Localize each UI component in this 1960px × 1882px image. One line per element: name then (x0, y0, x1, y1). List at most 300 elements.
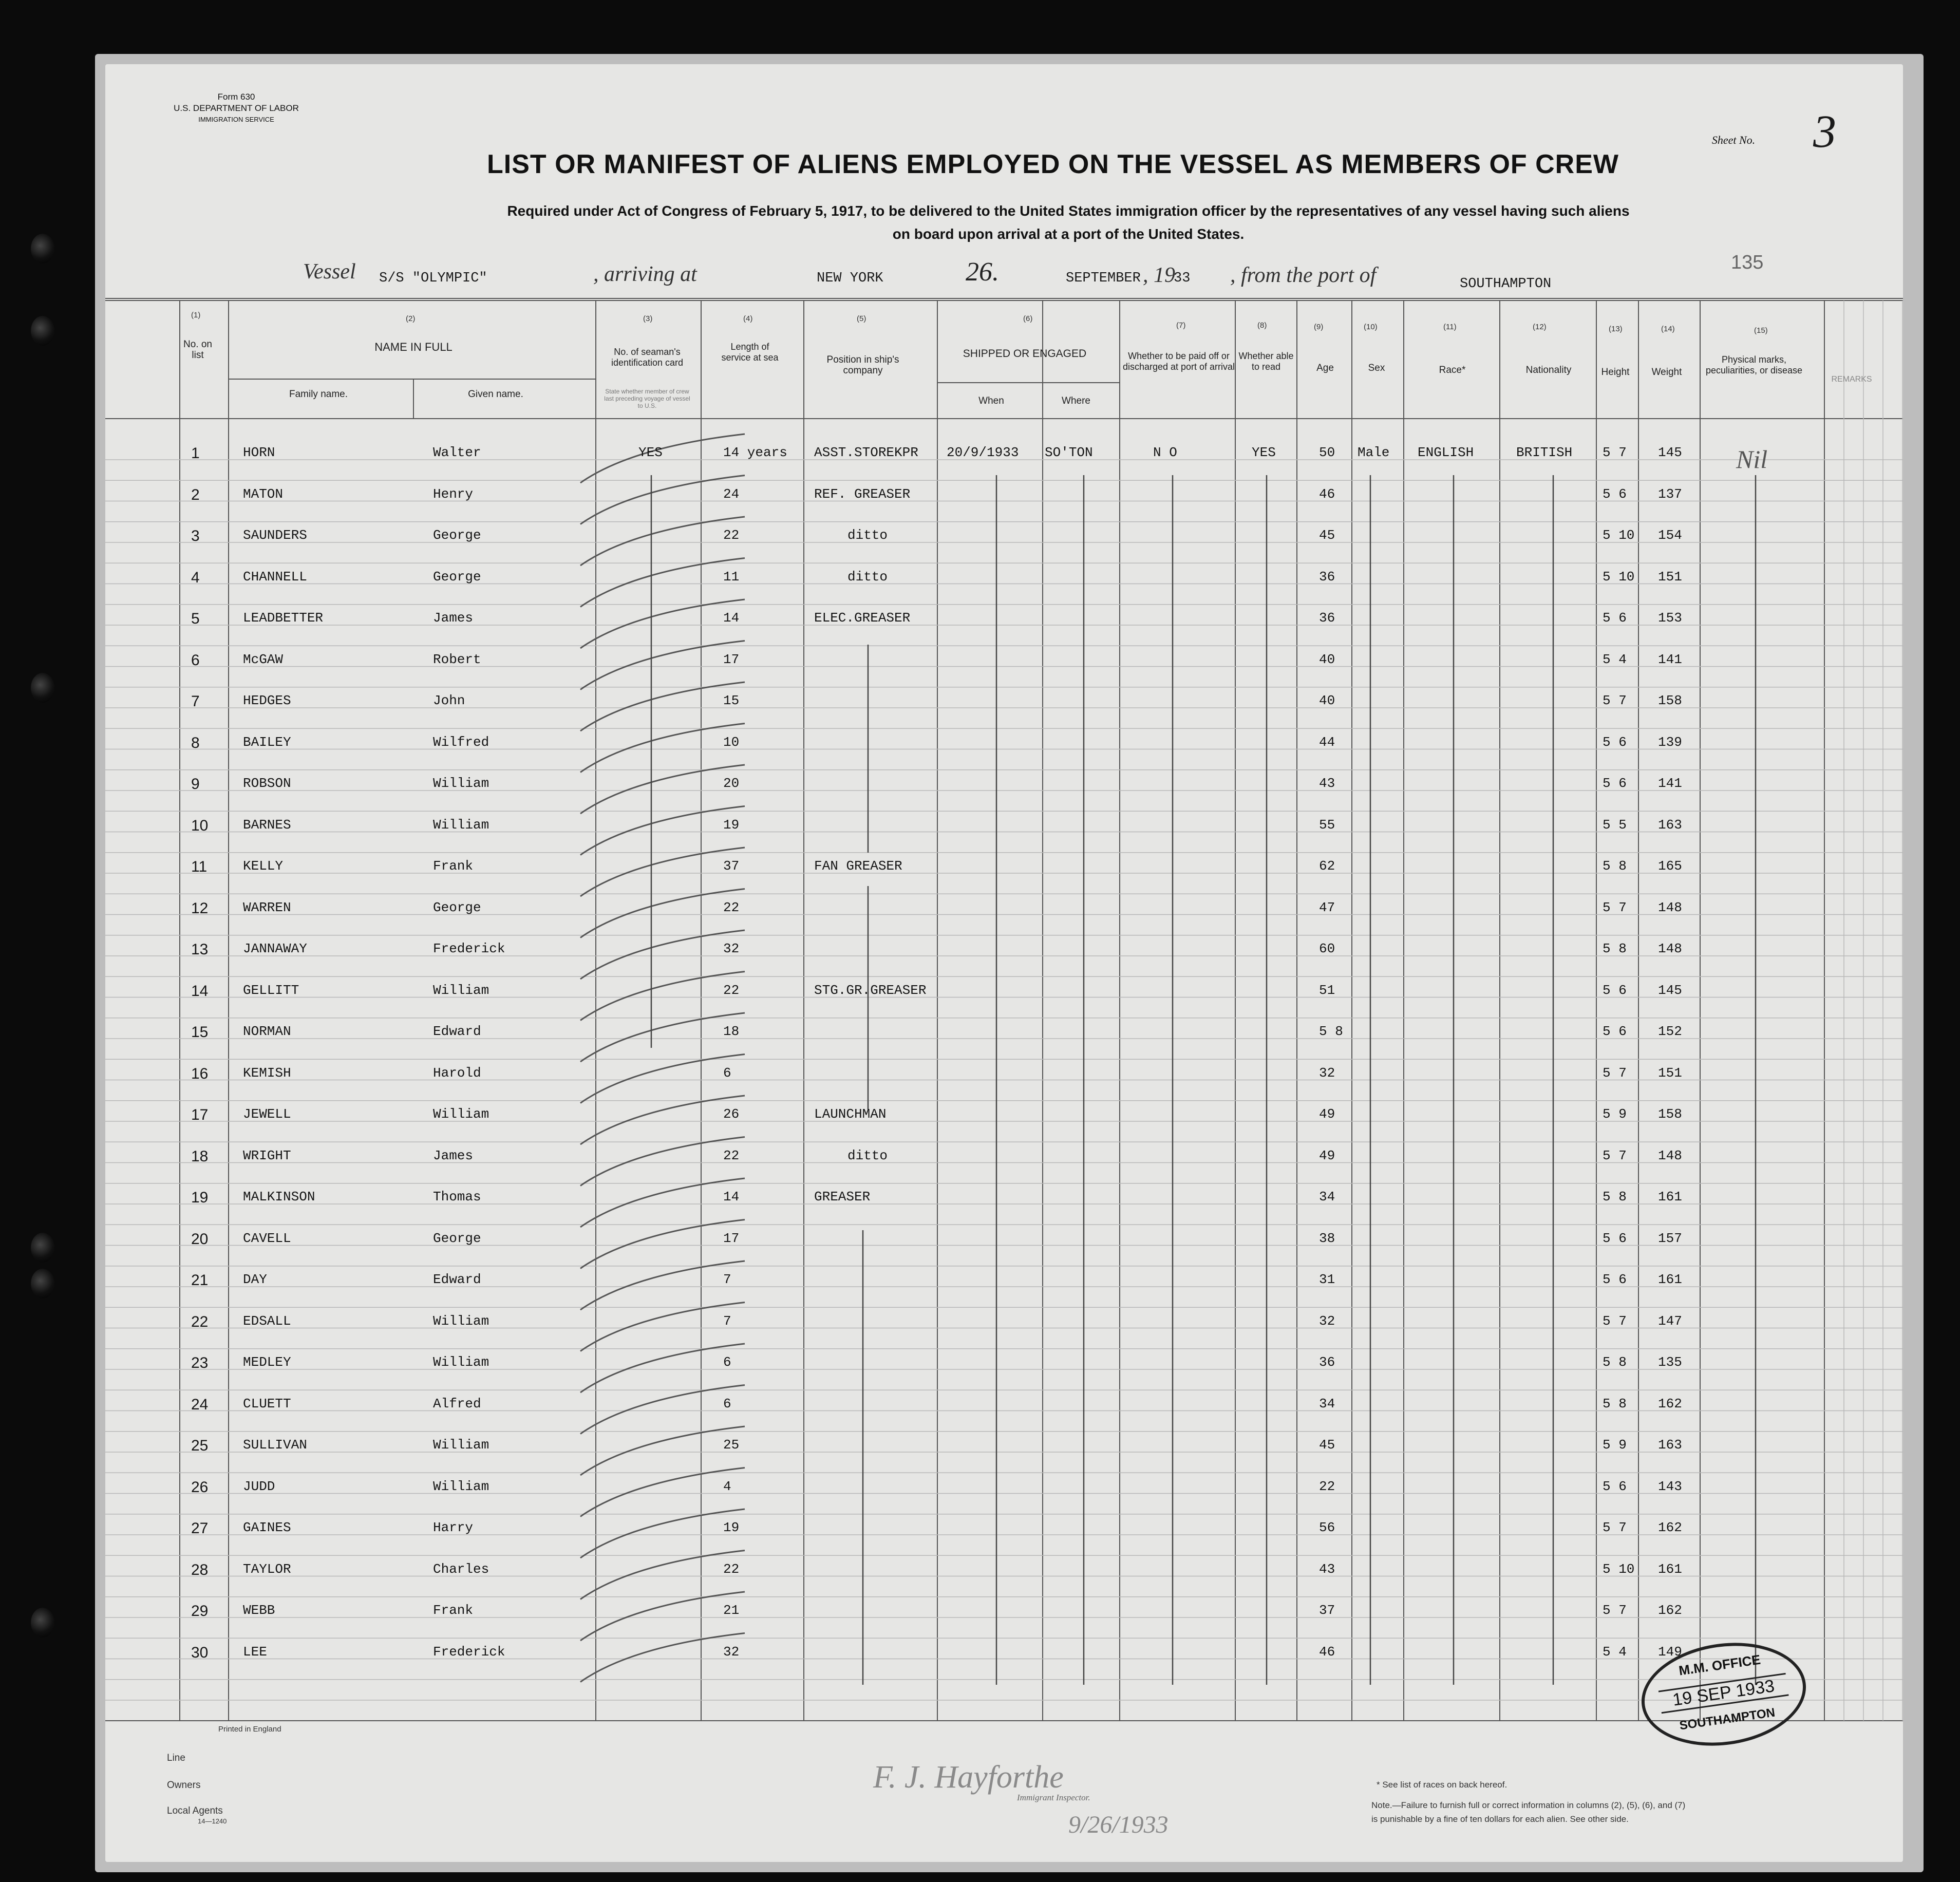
cell-height: 5 7 (1603, 1313, 1627, 1329)
cell-weight: 158 (1658, 693, 1682, 708)
cell-age: 5 8 (1319, 1024, 1343, 1039)
table-row (0, 1351, 1960, 1392)
header-sex: Sex (1368, 363, 1385, 373)
cell-weight: 141 (1658, 776, 1682, 791)
cell-weight: 151 (1658, 569, 1682, 585)
cell-height: 5 10 (1603, 569, 1635, 585)
cell-service: 19 (723, 1520, 740, 1535)
col-num-15: (15) (1754, 326, 1768, 335)
sheet-label: Sheet No. (1711, 134, 1756, 146)
cell-no: 27 (191, 1520, 209, 1537)
stamp-office: M.M. OFFICE (1678, 1651, 1762, 1679)
cell-weight: 161 (1658, 1272, 1682, 1287)
cell-no: 23 (191, 1354, 209, 1371)
cell-weight: 165 (1658, 858, 1682, 874)
table-row (0, 773, 1960, 814)
penalty-note-line-1: Note.—Failure to furnish full or correct information in columns (2), (5), (6), and (7) (1371, 1800, 1686, 1810)
cell-weight: 153 (1658, 610, 1682, 626)
cell-service: 20 (723, 776, 740, 791)
vessel-label: Vessel (303, 260, 356, 284)
cell-no: 9 (191, 776, 200, 793)
table-row (0, 1269, 1960, 1310)
cell-service: 32 (723, 941, 740, 956)
cell-no: 2 (191, 486, 200, 503)
cell-given: Frank (433, 1603, 474, 1618)
header-family-name: Family name. (289, 389, 348, 400)
form-department: U.S. DEPARTMENT OF LABOR (174, 103, 299, 113)
cell-given: William (433, 1106, 489, 1122)
cell-weight: 162 (1658, 1520, 1682, 1535)
from-port: SOUTHAMPTON (1460, 276, 1552, 292)
cell-family: JEWELL (243, 1106, 291, 1122)
cell-weight: 148 (1658, 1147, 1682, 1163)
cell-height: 5 9 (1603, 1106, 1627, 1122)
cell-service: 37 (723, 858, 740, 874)
cell-family: JUDD (243, 1478, 275, 1494)
form-service: IMMIGRATION SERVICE (198, 116, 274, 123)
cell-height: 5 6 (1603, 1272, 1627, 1287)
cell-service: 22 (723, 528, 740, 543)
cell-family: MEDLEY (243, 1354, 291, 1370)
cell-no: 29 (191, 1603, 209, 1620)
cell-no: 19 (191, 1189, 209, 1206)
table-row (0, 1186, 1960, 1227)
table-row (0, 731, 1960, 773)
cell-weight: 141 (1658, 651, 1682, 667)
cell-given: Harold (433, 1065, 481, 1081)
header-paid-off: Whether to be paid off or discharged at port of arrival (1122, 351, 1235, 372)
table-row (0, 855, 1960, 896)
cell-given: John (433, 693, 465, 708)
cell-given: William (433, 1313, 489, 1329)
cell-age: 43 (1319, 776, 1335, 791)
cell-family: MATON (243, 486, 284, 502)
cell-age: 31 (1319, 1272, 1335, 1287)
cell-service: 24 (723, 486, 740, 502)
cell-age: 46 (1319, 1644, 1335, 1660)
cell-service: 26 (723, 1106, 740, 1122)
cell-paid: N O (1153, 445, 1177, 460)
cell-family: KELLY (243, 858, 284, 874)
cell-no: 6 (191, 651, 200, 669)
cell-no: 14 (191, 982, 209, 1000)
footer-owners-label: Owners (167, 1780, 201, 1791)
cell-no: 16 (191, 1065, 209, 1082)
cell-service: 19 (723, 817, 740, 833)
cell-family: CHANNELL (243, 569, 307, 585)
cell-no: 25 (191, 1437, 209, 1454)
cell-height: 5 8 (1603, 1354, 1627, 1370)
cell-age: 50 (1319, 445, 1335, 460)
header-shipped-or-engaged: SHIPPED OR ENGAGED (963, 348, 1087, 360)
footer-line-label: Line (167, 1753, 185, 1763)
cell-age: 36 (1319, 610, 1335, 626)
cell-service: 6 (723, 1354, 731, 1370)
cell-service: 25 (723, 1437, 740, 1453)
cell-family: SAUNDERS (243, 528, 307, 543)
stamp-date: 19 SEP 1933 (1659, 1673, 1789, 1714)
header-length-of-service: Length of service at sea (721, 342, 779, 363)
subtitle-line-2: on board upon arrival at a port of the United States. (892, 226, 1245, 242)
cell-weight: 143 (1658, 1478, 1682, 1494)
cell-no: 18 (191, 1147, 209, 1165)
stamp-port: SOUTHAMPTON (1679, 1705, 1776, 1733)
cell-family: GAINES (243, 1520, 291, 1535)
cell-family: WEBB (243, 1603, 275, 1618)
cell-read: YES (1252, 445, 1276, 460)
cell-age: 45 (1319, 528, 1335, 543)
arrival-month: SEPTEMBER (1066, 271, 1141, 286)
header-given-name: Given name. (468, 389, 523, 400)
cell-service: 22 (723, 1561, 740, 1577)
col-num-13: (13) (1609, 325, 1623, 333)
table-row (0, 1599, 1960, 1641)
header-height: Height (1601, 367, 1630, 378)
cell-given: William (433, 817, 489, 833)
cell-no: 24 (191, 1396, 209, 1413)
cell-service: 11 (723, 569, 740, 585)
table-row (0, 938, 1960, 979)
table-row (0, 1476, 1960, 1517)
cell-weight: 163 (1658, 1437, 1682, 1453)
cell-height: 5 6 (1603, 1230, 1627, 1246)
arrival-day: 26. (966, 257, 999, 287)
cell-age: 32 (1319, 1065, 1335, 1081)
cell-height: 5 6 (1603, 1024, 1627, 1039)
page-title: LIST OR MANIFEST OF ALIENS EMPLOYED ON THE VESSEL AS MEMBERS OF CREW (487, 149, 1619, 179)
cell-weight: 161 (1658, 1561, 1682, 1577)
header-race: Race* (1439, 365, 1466, 375)
cell-family: LEADBETTER (243, 610, 324, 626)
col-num-10: (10) (1364, 323, 1378, 331)
header-position: Position in ship's company (826, 354, 899, 376)
cell-family: CLUETT (243, 1396, 291, 1412)
cell-service: 22 (723, 899, 740, 915)
cell-weight: 161 (1658, 1189, 1682, 1205)
table-row (0, 483, 1960, 524)
cell-given: Wilfred (433, 734, 489, 750)
cell-given: George (433, 899, 481, 915)
arriving-port: NEW YORK (817, 271, 883, 286)
year-suffix: 33 (1174, 271, 1191, 286)
cell-service: 14 years (723, 445, 787, 460)
cell-position: STG.GR.GREASER (814, 982, 927, 998)
header-when: When (978, 396, 1004, 406)
cell-no: 30 (191, 1644, 209, 1661)
cell-nationality: BRITISH (1516, 445, 1573, 460)
col-num-14: (14) (1661, 325, 1675, 333)
cell-family: GELLITT (243, 982, 299, 998)
cell-when: 20/9/1933 (947, 445, 1019, 460)
cell-height: 5 6 (1603, 486, 1627, 502)
cell-age: 38 (1319, 1230, 1335, 1246)
col-num-3: (3) (643, 314, 653, 323)
cell-no: 13 (191, 941, 209, 958)
cell-service: 6 (723, 1396, 731, 1412)
cell-given: Thomas (433, 1189, 481, 1205)
table-row (0, 1393, 1960, 1434)
cell-age: 55 (1319, 817, 1335, 833)
cell-service: 22 (723, 982, 740, 998)
cell-weight: 145 (1658, 982, 1682, 998)
cell-age: 40 (1319, 693, 1335, 708)
col-num-12: (12) (1533, 323, 1547, 331)
cell-height: 5 6 (1603, 610, 1627, 626)
cell-given: Walter (433, 445, 481, 460)
table-row (0, 1021, 1960, 1062)
cell-given: James (433, 1147, 474, 1163)
cell-given: George (433, 569, 481, 585)
cell-given: George (433, 1230, 481, 1246)
header-seaman-card-note: State whether member of crew last preceding voyage of vessel to U.S. (604, 388, 690, 409)
cell-age: 34 (1319, 1189, 1335, 1205)
cell-family: TAYLOR (243, 1561, 291, 1577)
cell-family: HORN (243, 445, 275, 460)
cell-no: 26 (191, 1478, 209, 1496)
table-row (0, 814, 1960, 855)
cell-weight: 135 (1658, 1354, 1682, 1370)
cell-age: 62 (1319, 858, 1335, 874)
cell-family: CAVELL (243, 1230, 291, 1246)
cell-given: Frederick (433, 941, 505, 956)
cell-age: 45 (1319, 1437, 1335, 1453)
header-where: Where (1062, 396, 1090, 406)
cell-weight: 151 (1658, 1065, 1682, 1081)
table-row (0, 607, 1960, 648)
signature-date: 9/26/1933 (1068, 1811, 1169, 1838)
cell-height: 5 6 (1603, 982, 1627, 998)
cell-given: Frank (433, 858, 474, 874)
cell-given: Frederick (433, 1644, 505, 1660)
cell-weight: 148 (1658, 899, 1682, 915)
cell-service: 6 (723, 1065, 731, 1081)
cell-no: 10 (191, 817, 209, 834)
cell-service: 7 (723, 1313, 731, 1329)
header-no-on-list: No. on list (183, 339, 212, 361)
col-num-4: (4) (743, 314, 753, 323)
cell-height: 5 8 (1603, 1396, 1627, 1412)
header-seaman-card: No. of seaman's identification card (611, 347, 684, 368)
page-number-stamp: 135 (1731, 252, 1764, 273)
header-able-to-read: Whether able to read (1238, 351, 1294, 372)
cell-height: 5 7 (1603, 1520, 1627, 1535)
cell-no: 5 (191, 610, 200, 627)
table-row (0, 1145, 1960, 1186)
cell-family: LEE (243, 1644, 267, 1660)
col-num-8: (8) (1257, 321, 1267, 330)
header-age: Age (1316, 363, 1334, 373)
from-label: , from the port of (1230, 264, 1377, 287)
cell-position: ditto (847, 528, 888, 543)
cell-age: 37 (1319, 1603, 1335, 1618)
table-row (0, 1558, 1960, 1599)
header-nationality: Nationality (1525, 365, 1572, 375)
cell-height: 5 4 (1603, 1644, 1627, 1660)
cell-service: 18 (723, 1024, 740, 1039)
cell-height: 5 7 (1603, 899, 1627, 915)
table-row (0, 566, 1960, 607)
cell-height: 5 8 (1603, 941, 1627, 956)
cell-family: NORMAN (243, 1024, 291, 1039)
cell-family: SULLIVAN (243, 1437, 307, 1453)
cell-weight: 163 (1658, 817, 1682, 833)
year-prefix: , 19 (1143, 264, 1175, 287)
table-row (0, 1517, 1960, 1558)
cell-no: 8 (191, 734, 200, 751)
table-row (0, 690, 1960, 731)
cell-given: Henry (433, 486, 474, 502)
penalty-note-line-2: is punishable by a fine of ten dollars for each alien. See other side. (1371, 1814, 1629, 1824)
cell-no: 15 (191, 1024, 209, 1041)
cell-position: ditto (847, 1147, 888, 1163)
cell-position: ASST.STOREKPR (814, 445, 918, 460)
cell-no: 11 (191, 858, 208, 875)
cell-given: William (433, 776, 489, 791)
cell-no: 20 (191, 1230, 209, 1248)
cell-height: 5 10 (1603, 1561, 1635, 1577)
inspector-signature: F. J. Hayforthe (873, 1760, 1064, 1795)
cell-weight: 157 (1658, 1230, 1682, 1246)
cell-weight: 152 (1658, 1024, 1682, 1039)
header-weight: Weight (1651, 367, 1682, 378)
cell-age: 36 (1319, 569, 1335, 585)
cell-height: 5 9 (1603, 1437, 1627, 1453)
cell-given: Charles (433, 1561, 489, 1577)
cell-given: Robert (433, 651, 481, 667)
cell-given: Alfred (433, 1396, 481, 1412)
cell-no: 7 (191, 693, 200, 710)
cell-service: 14 (723, 610, 740, 626)
arriving-label: , arriving at (593, 262, 697, 286)
cell-family: ROBSON (243, 776, 291, 791)
cell-weight: 139 (1658, 734, 1682, 750)
vessel-name: S/S "OLYMPIC" (379, 271, 487, 286)
table-row (0, 1434, 1960, 1475)
cell-age: 51 (1319, 982, 1335, 998)
cell-position: ELEC.GREASER (814, 610, 911, 626)
cell-family: BARNES (243, 817, 291, 833)
cell-weight: 148 (1658, 941, 1682, 956)
cell-service: 22 (723, 1147, 740, 1163)
cell-family: WRIGHT (243, 1147, 291, 1163)
cell-age: 22 (1319, 1478, 1335, 1494)
cell-weight: 145 (1658, 445, 1682, 460)
printed-in-label: Printed in England (218, 1725, 281, 1734)
cell-height: 5 7 (1603, 1065, 1627, 1081)
cell-height: 5 7 (1603, 1147, 1627, 1163)
cell-age: 40 (1319, 651, 1335, 667)
cell-weight: 137 (1658, 486, 1682, 502)
table-row (0, 1103, 1960, 1144)
cell-race: ENGLISH (1418, 445, 1474, 460)
cell-age: 34 (1319, 1396, 1335, 1412)
col-num-1: (1) (191, 311, 201, 319)
cell-service: 17 (723, 1230, 740, 1246)
cell-weight: 162 (1658, 1603, 1682, 1618)
cell-given: James (433, 610, 474, 626)
cell-position: FAN GREASER (814, 858, 902, 874)
cell-age: 36 (1319, 1354, 1335, 1370)
cell-given: William (433, 1478, 489, 1494)
cell-height: 5 7 (1603, 445, 1627, 460)
cell-service: 21 (723, 1603, 740, 1618)
cell-age: 60 (1319, 941, 1335, 956)
form-number: Form 630 (217, 92, 255, 102)
cell-no: 22 (191, 1313, 209, 1330)
cell-given: Edward (433, 1024, 481, 1039)
cell-service: 17 (723, 651, 740, 667)
table-row (0, 1310, 1960, 1351)
table-row (0, 980, 1960, 1021)
cell-service: 10 (723, 734, 740, 750)
cell-age: 49 (1319, 1106, 1335, 1122)
cell-family: EDSALL (243, 1313, 291, 1329)
cell-height: 5 7 (1603, 1603, 1627, 1618)
cell-no: 28 (191, 1561, 209, 1578)
cell-age: 47 (1319, 899, 1335, 915)
cell-height: 5 4 (1603, 651, 1627, 667)
header-remarks: REMARKS (1831, 375, 1872, 384)
cell-service: 14 (723, 1189, 740, 1205)
col-num-5: (5) (857, 314, 866, 323)
cell-given: George (433, 528, 481, 543)
cell-no: 17 (191, 1106, 209, 1123)
col-num-11: (11) (1443, 323, 1457, 331)
form-code: 14—1240 (198, 1817, 227, 1825)
cell-height: 5 5 (1603, 817, 1627, 833)
cell-sex: Male (1358, 445, 1390, 460)
cell-service: 32 (723, 1644, 740, 1660)
table-row (0, 897, 1960, 938)
cell-height: 5 6 (1603, 776, 1627, 791)
cell-no: 12 (191, 899, 209, 917)
cell-height: 5 10 (1603, 528, 1635, 543)
cell-family: WARREN (243, 899, 291, 915)
cell-age: 46 (1319, 486, 1335, 502)
cell-no: 4 (191, 569, 200, 586)
cell-where: SO'TON (1045, 445, 1093, 460)
cell-service: 4 (723, 1478, 731, 1494)
cell-weight: 147 (1658, 1313, 1682, 1329)
cell-position: LAUNCHMAN (814, 1106, 887, 1122)
cell-card: YES (638, 445, 663, 460)
cell-age: 43 (1319, 1561, 1335, 1577)
cell-no: 21 (191, 1272, 209, 1289)
cell-position: ditto (847, 569, 888, 585)
cell-given: Edward (433, 1272, 481, 1287)
cell-no: 3 (191, 528, 200, 544)
sheet-number-mark: 3 (1813, 106, 1836, 157)
cell-age: 32 (1319, 1313, 1335, 1329)
cell-age: 49 (1319, 1147, 1335, 1163)
cell-family: JANNAWAY (243, 941, 307, 956)
cell-height: 5 6 (1603, 1478, 1627, 1494)
cell-height: 5 8 (1603, 1189, 1627, 1205)
cell-given: William (433, 1437, 489, 1453)
col-num-9: (9) (1314, 323, 1324, 331)
header-physical-marks: Physical marks, peculiarities, or disease (1705, 354, 1803, 375)
cell-given: William (433, 1354, 489, 1370)
table-row (0, 1228, 1960, 1269)
cell-weight: 149 (1658, 1644, 1682, 1660)
physical-marks-note: Nil (1736, 445, 1768, 474)
col-num-2: (2) (406, 314, 416, 323)
table-row (0, 1062, 1960, 1103)
cell-no: 1 (191, 445, 200, 462)
cell-age: 56 (1319, 1520, 1335, 1535)
table-row (0, 649, 1960, 690)
cell-height: 5 8 (1603, 858, 1627, 874)
